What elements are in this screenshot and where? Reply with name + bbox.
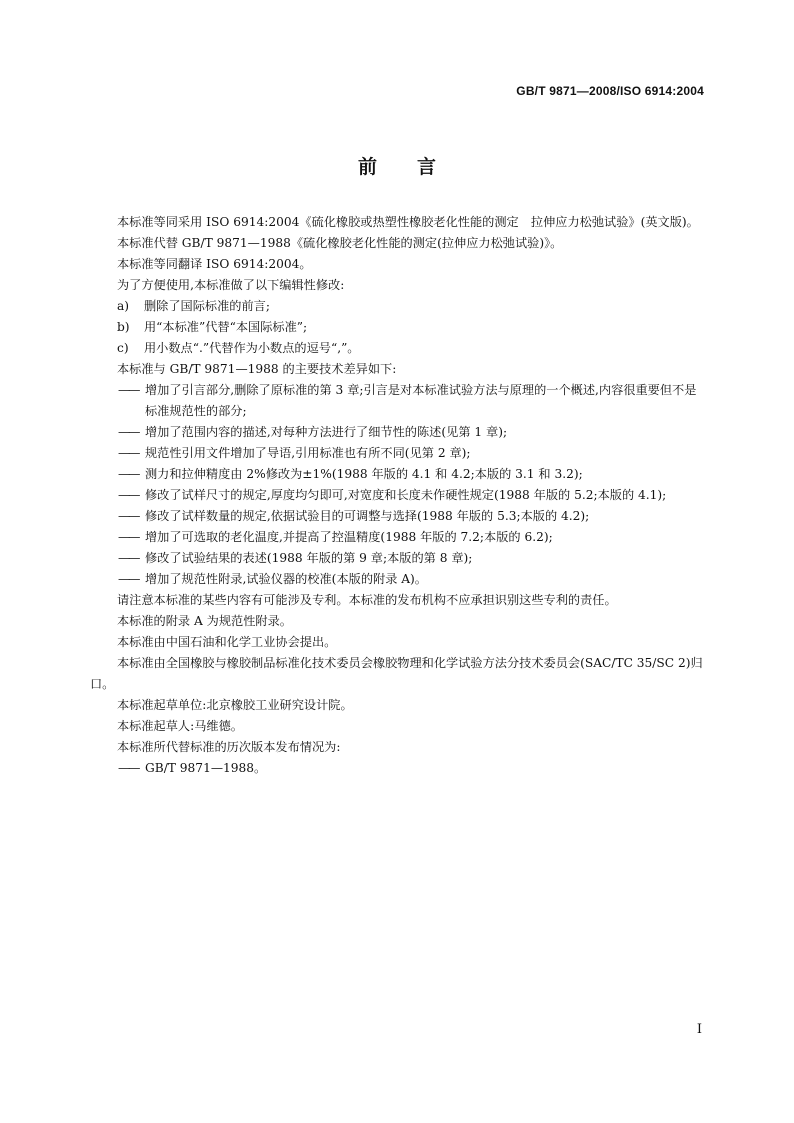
list-item xyxy=(90,338,706,359)
difference-item xyxy=(90,422,706,443)
dash-marker: —— xyxy=(118,509,139,523)
paragraph-translation: 本标准等同翻译 ISO 6914:2004。 xyxy=(117,257,312,271)
difference-item xyxy=(90,464,706,485)
difference-item xyxy=(90,527,706,548)
list-marker: a) xyxy=(117,299,130,313)
standard-code-header: GB/T 9871—2008/ISO 6914:2004 xyxy=(516,84,704,98)
list-item xyxy=(90,317,706,338)
paragraph-patent-notice: 请注意本标准的某些内容有可能涉及专利。本标准的发布机构不应承担识别这些专利的责任。 xyxy=(117,593,617,607)
paragraph-editorial-intro: 为了方便使用,本标准做了以下编辑性修改: xyxy=(117,278,345,292)
dash-marker: —— xyxy=(118,383,139,397)
dash-marker: —— xyxy=(118,761,139,775)
dash-marker: —— xyxy=(118,572,139,586)
paragraph-annex-note: 本标准的附录 A 为规范性附录。 xyxy=(117,614,292,628)
page-number: I xyxy=(696,1022,702,1037)
list-item-text: 用小数点“.”代替作为小数点的逗号“,”。 xyxy=(144,341,360,355)
paragraph-drafting-unit: 本标准起草单位:北京橡胶工业研究设计院。 xyxy=(117,698,353,712)
difference-text: 测力和拉伸精度由 2%修改为±1%(1988 年版的 4.1 和 4.2;本版的 3.1 和 3.2); xyxy=(145,467,583,481)
list-marker: b) xyxy=(117,320,130,334)
paragraph-replaces: 本标准代替 GB/T 9871—1988《硫化橡胶老化性能的测定(拉伸应力松弛试验)》。 xyxy=(117,236,563,250)
difference-text: 增加了可选取的老化温度,并提高了控温精度(1988 年版的 7.2;本版的 6.2); xyxy=(145,530,553,544)
list-item-text: 删除了国际标准的前言; xyxy=(144,299,270,313)
difference-text: 修改了试验结果的表述(1988 年版的第 9 章;本版的第 8 章); xyxy=(145,551,473,565)
dash-marker: —— xyxy=(118,446,139,460)
difference-item xyxy=(90,569,706,590)
difference-item xyxy=(90,443,706,464)
page-title xyxy=(0,152,794,179)
dash-marker: —— xyxy=(118,530,139,544)
paragraph-differences-intro: 本标准与 GB/T 9871—1988 的主要技术差异如下: xyxy=(117,362,397,376)
paragraph-drafter: 本标准起草人:马维德。 xyxy=(117,719,243,733)
difference-text: 增加了规范性附录,试验仪器的校准(本版的附录 A)。 xyxy=(145,572,427,586)
difference-item xyxy=(90,506,706,527)
history-item xyxy=(90,758,706,779)
difference-item xyxy=(90,380,706,422)
dash-marker: —— xyxy=(118,425,139,439)
paragraph-proposer: 本标准由中国石油和化学工业协会提出。 xyxy=(117,635,337,649)
list-marker: c) xyxy=(117,341,129,355)
difference-text: 修改了试样尺寸的规定,厚度均匀即可,对宽度和长度未作硬性规定(1988 年版的 5.2;本版的 4.1); xyxy=(145,488,667,502)
foreword-body xyxy=(90,212,706,779)
difference-item xyxy=(90,485,706,506)
difference-text: 增加了范围内容的描述,对每种方法进行了细节性的陈述(见第 1 章); xyxy=(145,425,508,439)
paragraph-committee: 本标准由全国橡胶与橡胶制品标准化技术委员会橡胶物理和化学试验方法分技术委员会(SAC/TC 35/SC 2)归口。 xyxy=(90,656,703,691)
list-item-text: 用“本标准”代替“本国际标准”; xyxy=(144,320,308,334)
dash-marker: —— xyxy=(118,467,139,481)
history-text: GB/T 9871—1988。 xyxy=(145,761,267,775)
paragraph-adoption: 本标准等同采用 ISO 6914:2004《硫化橡胶或热塑性橡胶老化性能的测定 拉伸应力松弛试验》(英文版)。 xyxy=(117,215,699,229)
difference-text: 规范性引用文件增加了导语,引用标准也有所不同(见第 2 章); xyxy=(145,446,471,460)
difference-text: 增加了引言部分,删除了原标准的第 3 章;引言是对本标准试验方法与原理的一个概述,内容很重要但不是标准规范性的部分; xyxy=(145,383,697,418)
paragraph-history-intro: 本标准所代替标准的历次版本发布情况为: xyxy=(117,740,341,754)
list-item xyxy=(90,296,706,317)
difference-item xyxy=(90,548,706,569)
dash-marker: —— xyxy=(118,488,139,502)
title-part-2: 言 xyxy=(417,156,437,178)
title-part-1: 前 xyxy=(357,156,377,178)
difference-text: 修改了试样数量的规定,依据试验目的可调整与选择(1988 年版的 5.3;本版的 4.2); xyxy=(145,509,590,523)
dash-marker: —— xyxy=(118,551,139,565)
